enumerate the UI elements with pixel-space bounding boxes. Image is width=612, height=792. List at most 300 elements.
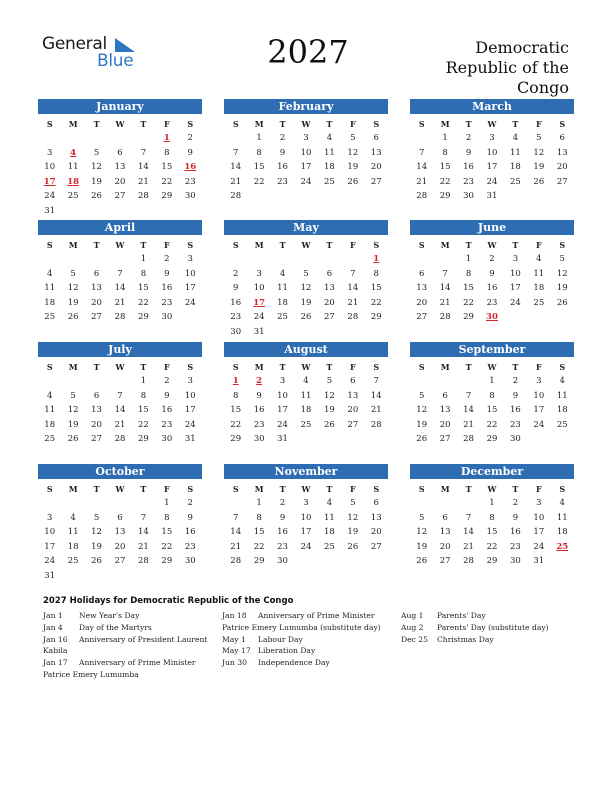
week-row: [38, 418, 202, 433]
weekday-header-row: [410, 482, 574, 496]
weekday-label: W: [301, 240, 311, 250]
day-cell: 15: [230, 405, 242, 416]
weekday-label: M: [68, 484, 78, 494]
empty-day-cell: [457, 374, 480, 389]
weekday-label: T: [512, 240, 519, 250]
country-line: Democratic: [475, 38, 569, 57]
empty-day-cell: [433, 374, 456, 389]
empty-day-cell: [551, 432, 574, 447]
day-cell: 12: [323, 390, 335, 401]
day-cell: 31: [277, 434, 288, 445]
day-cell: 26: [416, 434, 428, 445]
week-row: [410, 175, 574, 190]
day-cell: 16: [230, 297, 242, 308]
day-cell: 17: [184, 283, 196, 294]
day-cell: 19: [347, 527, 359, 538]
empty-day-cell: [271, 252, 294, 267]
day-cell: 22: [161, 541, 173, 552]
day-cell: 28: [230, 191, 242, 202]
day-cell: 4: [47, 390, 53, 401]
day-cell: 19: [300, 297, 312, 308]
week-row: [410, 374, 574, 389]
day-cell: 16: [277, 162, 288, 173]
day-cell: 6: [559, 133, 565, 143]
month-october: [38, 464, 202, 584]
day-cell: 21: [416, 176, 428, 187]
week-row: [38, 540, 202, 555]
day-cell: 25: [44, 434, 56, 445]
empty-day-cell: [294, 325, 317, 340]
weekday-label: T: [279, 484, 286, 494]
empty-day-cell: [504, 189, 527, 204]
day-cell: 18: [533, 283, 545, 294]
day-cell: 22: [370, 297, 382, 308]
day-cell: 13: [323, 283, 335, 294]
brand-logo: [42, 34, 142, 74]
holiday-date: Jan 16: [43, 634, 68, 644]
day-cell: 3: [536, 498, 542, 508]
brand-general-text: General: [42, 34, 107, 54]
weekday-header-row: [38, 238, 202, 252]
month-header: December: [410, 464, 574, 479]
week-row: [410, 403, 574, 418]
day-cell: 17: [486, 162, 498, 173]
weekday-label: M: [440, 362, 450, 372]
empty-day-cell: [108, 374, 131, 389]
empty-day-cell: [551, 189, 574, 204]
weekday-label: M: [68, 240, 78, 250]
day-cell: 12: [67, 283, 79, 294]
empty-day-cell: [365, 325, 388, 340]
weekday-label: S: [373, 362, 380, 372]
day-cell: 23: [161, 297, 173, 308]
day-cell: 21: [137, 541, 149, 552]
weekday-label: S: [418, 484, 425, 494]
empty-day-cell: [85, 374, 108, 389]
day-cell: 29: [161, 191, 173, 202]
weekday-label: T: [279, 119, 286, 129]
week-row: [410, 131, 574, 146]
day-cell: 11: [67, 162, 79, 173]
day-cell: 19: [91, 541, 102, 552]
day-cell: 21: [230, 541, 242, 552]
day-cell: 14: [439, 283, 451, 294]
weekday-label: W: [487, 240, 497, 250]
day-cell: 7: [117, 268, 123, 279]
week-row: [410, 310, 574, 325]
day-cell: 29: [370, 312, 382, 323]
day-cell: 4: [303, 376, 309, 386]
day-cell: 15: [137, 405, 149, 416]
day-cell: 21: [114, 297, 126, 308]
day-cell: 23: [277, 176, 288, 187]
day-cell: 23: [509, 541, 521, 552]
day-cell: 25: [277, 312, 288, 323]
day-cell: 19: [347, 162, 359, 173]
holiday-item: [222, 645, 394, 657]
day-cell: 3: [303, 133, 309, 143]
day-cell: 28: [137, 191, 149, 202]
holiday-item: [43, 657, 213, 681]
empty-day-cell: [108, 204, 131, 219]
day-cell: 11: [44, 405, 56, 416]
empty-day-cell: [433, 252, 456, 267]
day-cell: 26: [323, 419, 335, 430]
day-cell: 21: [463, 419, 474, 430]
empty-day-cell: [294, 554, 317, 569]
empty-day-cell: [271, 189, 294, 204]
holiday-item: [222, 610, 394, 634]
day-cell: 4: [326, 133, 333, 143]
week-row: [38, 252, 202, 267]
week-row: [410, 252, 574, 267]
weekday-label: F: [349, 362, 356, 372]
logo-flag-icon: [113, 36, 137, 52]
weekday-header-row: [410, 117, 574, 131]
week-row: [224, 511, 388, 526]
day-cell: 6: [442, 512, 448, 523]
day-cell: 20: [91, 297, 102, 308]
day-cell: 7: [350, 268, 356, 279]
day-cell: 23: [161, 419, 173, 430]
weekday-label: W: [301, 484, 311, 494]
day-cell: 30: [161, 312, 173, 323]
weekday-label: T: [326, 240, 333, 250]
week-row: [224, 418, 388, 433]
day-cell: 11: [509, 147, 521, 158]
day-cell: 8: [256, 512, 262, 523]
week-row: [410, 554, 574, 569]
day-cell: 26: [416, 556, 428, 567]
country-name: [409, 38, 569, 98]
day-cell: 20: [370, 527, 382, 538]
day-cell: 17: [184, 405, 196, 416]
day-cell: 17: [509, 283, 521, 294]
empty-day-cell: [551, 310, 574, 325]
week-row: [224, 403, 388, 418]
empty-day-cell: [433, 496, 456, 511]
day-cell: 20: [556, 162, 568, 173]
month-header: August: [224, 342, 388, 357]
weekday-label: W: [115, 362, 125, 372]
day-cell: 24: [533, 419, 545, 430]
day-cell: 27: [556, 176, 568, 187]
day-cell: 16: [486, 283, 498, 294]
weekday-label: S: [187, 240, 194, 250]
week-row: [410, 296, 574, 311]
day-cell: 10: [44, 527, 56, 538]
day-cell: 14: [416, 162, 428, 173]
day-cell: 5: [70, 268, 76, 279]
empty-day-cell: [132, 496, 155, 511]
week-row: [224, 252, 388, 267]
month-header: February: [224, 99, 388, 114]
day-cell: 6: [373, 133, 379, 143]
weekday-label: F: [349, 119, 356, 129]
week-row: [224, 175, 388, 190]
empty-day-cell: [527, 432, 550, 447]
day-cell: 14: [137, 527, 149, 538]
day-cell: 7: [140, 147, 147, 158]
day-cell: 25: [323, 176, 335, 187]
month-header: October: [38, 464, 202, 479]
month-june: [410, 220, 574, 325]
empty-day-cell: [504, 310, 527, 325]
day-cell: 7: [117, 390, 123, 401]
day-cell: 24: [253, 312, 265, 323]
holiday-name: New Year's Day: [79, 611, 140, 620]
day-cell: 11: [556, 390, 568, 401]
day-cell: 2: [465, 133, 472, 143]
day-cell: 20: [439, 419, 451, 430]
weekday-label: F: [163, 119, 170, 129]
weekday-label: S: [187, 484, 194, 494]
day-cell: 1: [465, 254, 472, 264]
month-august: [224, 342, 388, 447]
weekday-header-row: [410, 238, 574, 252]
day-cell: 30: [509, 556, 521, 567]
empty-day-cell: [108, 496, 131, 511]
week-row: [38, 146, 202, 161]
day-cell: 26: [91, 556, 102, 567]
holiday-column: [401, 610, 571, 645]
day-cell: 11: [323, 512, 335, 523]
weekday-label: S: [187, 362, 194, 372]
empty-day-cell: [155, 569, 178, 584]
day-cell: 24: [300, 176, 312, 187]
empty-day-cell: [38, 374, 61, 389]
week-row: [224, 146, 388, 161]
week-row: [224, 389, 388, 404]
week-row: [224, 374, 388, 389]
day-cell: 2: [256, 376, 263, 386]
day-cell: 14: [114, 283, 126, 294]
day-cell: 14: [114, 405, 126, 416]
day-cell: 4: [536, 254, 542, 264]
day-cell: 14: [137, 162, 149, 173]
week-row: [410, 281, 574, 296]
empty-day-cell: [61, 252, 84, 267]
holiday-date: Jan 18: [222, 611, 247, 620]
month-header: September: [410, 342, 574, 357]
weekday-label: W: [487, 484, 497, 494]
day-cell: 23: [486, 297, 498, 308]
day-cell: 23: [184, 541, 196, 552]
day-cell: 27: [416, 312, 428, 323]
empty-day-cell: [457, 496, 480, 511]
day-cell: 25: [44, 312, 56, 323]
day-cell: 24: [184, 419, 196, 430]
day-cell: 6: [350, 376, 356, 386]
day-cell: 30: [253, 434, 265, 445]
weekday-label: T: [512, 119, 519, 129]
day-cell: 13: [416, 283, 428, 294]
empty-day-cell: [85, 204, 108, 219]
empty-day-cell: [247, 189, 270, 204]
week-row: [38, 432, 202, 447]
day-cell: 16: [184, 527, 196, 538]
day-cell: 25: [509, 176, 521, 187]
holiday-item: [43, 622, 213, 634]
empty-day-cell: [85, 131, 108, 146]
day-cell: 14: [230, 162, 242, 173]
day-cell: 13: [439, 527, 451, 538]
weekday-header-row: [224, 482, 388, 496]
day-cell: 8: [489, 390, 495, 401]
day-cell: 10: [509, 268, 521, 279]
day-cell: 3: [279, 376, 286, 386]
day-cell: 10: [184, 268, 196, 279]
empty-day-cell: [318, 432, 341, 447]
day-cell: 19: [556, 283, 568, 294]
holiday-item: [43, 634, 213, 658]
day-cell: 22: [439, 176, 451, 187]
day-cell: 24: [44, 556, 56, 567]
day-cell: 8: [373, 268, 379, 279]
weekday-label: F: [163, 362, 170, 372]
day-cell: 30: [509, 434, 521, 445]
month-may: [224, 220, 388, 340]
day-cell: 5: [419, 390, 425, 401]
holiday-date: Dec 25: [401, 634, 428, 644]
day-cell: 8: [164, 147, 170, 158]
day-cell: 1: [489, 376, 495, 386]
empty-day-cell: [61, 569, 84, 584]
weekday-label: T: [465, 362, 472, 372]
empty-day-cell: [108, 569, 131, 584]
day-cell: 13: [370, 512, 382, 523]
empty-day-cell: [294, 189, 317, 204]
day-cell: 25: [67, 191, 79, 202]
month-header: July: [38, 342, 202, 357]
day-cell: 13: [439, 405, 451, 416]
day-cell: 1: [163, 133, 170, 143]
weekday-label: T: [140, 240, 147, 250]
day-cell: 14: [370, 390, 382, 401]
empty-day-cell: [247, 252, 270, 267]
empty-day-cell: [341, 432, 364, 447]
day-cell: 25: [556, 419, 568, 430]
day-cell: 13: [114, 527, 126, 538]
day-cell: 27: [114, 191, 126, 202]
day-cell: 24: [184, 297, 196, 308]
holiday-name: Anniversary of Prime Minister Patrice Emery Lumumba (substitute day): [222, 611, 381, 632]
day-cell: 24: [44, 191, 56, 202]
day-cell: 18: [556, 527, 568, 538]
day-cell: 30: [184, 556, 196, 567]
day-cell: 10: [44, 162, 56, 173]
day-cell: 29: [137, 434, 149, 445]
day-cell: 7: [233, 512, 239, 523]
day-cell: 1: [140, 376, 147, 386]
weekday-label: F: [163, 240, 170, 250]
day-cell: 1: [373, 254, 380, 264]
day-cell: 8: [233, 390, 239, 401]
weekday-label: M: [254, 119, 264, 129]
day-cell: 28: [370, 419, 382, 430]
day-cell: 18: [300, 405, 312, 416]
week-row: [38, 389, 202, 404]
day-cell: 31: [253, 326, 265, 337]
day-cell: 1: [442, 133, 448, 143]
day-cell: 7: [465, 390, 472, 401]
day-cell: 5: [326, 376, 333, 386]
day-cell: 3: [187, 254, 193, 264]
day-cell: 6: [373, 498, 379, 508]
day-cell: 10: [533, 390, 545, 401]
weekday-label: S: [46, 119, 53, 129]
day-cell: 8: [442, 147, 448, 158]
holiday-item: [401, 634, 571, 646]
day-cell: 12: [67, 405, 79, 416]
day-cell: 20: [91, 419, 102, 430]
weekday-label: S: [418, 240, 425, 250]
empty-day-cell: [85, 252, 108, 267]
day-cell: 10: [253, 283, 265, 294]
day-cell: 19: [533, 162, 545, 173]
week-row: [224, 160, 388, 175]
day-cell: 27: [91, 434, 102, 445]
holiday-date: Aug 2: [401, 622, 424, 632]
empty-day-cell: [365, 554, 388, 569]
day-cell: 6: [117, 147, 123, 158]
week-row: [224, 525, 388, 540]
day-cell: 5: [350, 498, 356, 508]
empty-day-cell: [410, 374, 433, 389]
day-cell: 15: [161, 162, 173, 173]
day-cell: 20: [114, 541, 126, 552]
day-cell: 18: [323, 527, 335, 538]
weekday-label: W: [487, 362, 497, 372]
day-cell: 15: [253, 527, 265, 538]
day-cell: 19: [416, 419, 428, 430]
day-cell: 5: [536, 133, 542, 143]
day-cell: 25: [323, 541, 335, 552]
week-row: [38, 131, 202, 146]
day-cell: 28: [230, 556, 242, 567]
day-cell: 10: [300, 512, 312, 523]
day-cell: 4: [326, 498, 333, 508]
weekday-label: S: [46, 484, 53, 494]
day-cell: 5: [350, 133, 356, 143]
day-cell: 26: [300, 312, 312, 323]
weekday-label: F: [535, 119, 542, 129]
day-cell: 27: [439, 556, 451, 567]
day-cell: 22: [486, 419, 498, 430]
holiday-column: [43, 610, 213, 681]
day-cell: 17: [533, 527, 545, 538]
day-cell: 18: [44, 419, 56, 430]
day-cell: 1: [140, 254, 147, 264]
day-cell: 21: [463, 541, 474, 552]
day-cell: 11: [533, 268, 545, 279]
day-cell: 15: [253, 162, 265, 173]
week-row: [224, 554, 388, 569]
day-cell: 31: [184, 434, 196, 445]
empty-day-cell: [38, 496, 61, 511]
week-row: [410, 418, 574, 433]
day-cell: 16: [161, 405, 173, 416]
week-row: [38, 175, 202, 190]
day-cell: 19: [416, 541, 428, 552]
weekday-label: S: [46, 362, 53, 372]
weekday-label: T: [279, 362, 286, 372]
holiday-item: [401, 610, 571, 622]
day-cell: 17: [533, 405, 545, 416]
holidays-title: 2027 Holidays for Democratic Republic of the Congo: [43, 596, 294, 606]
day-cell: 14: [347, 283, 359, 294]
day-cell: 26: [347, 541, 359, 552]
